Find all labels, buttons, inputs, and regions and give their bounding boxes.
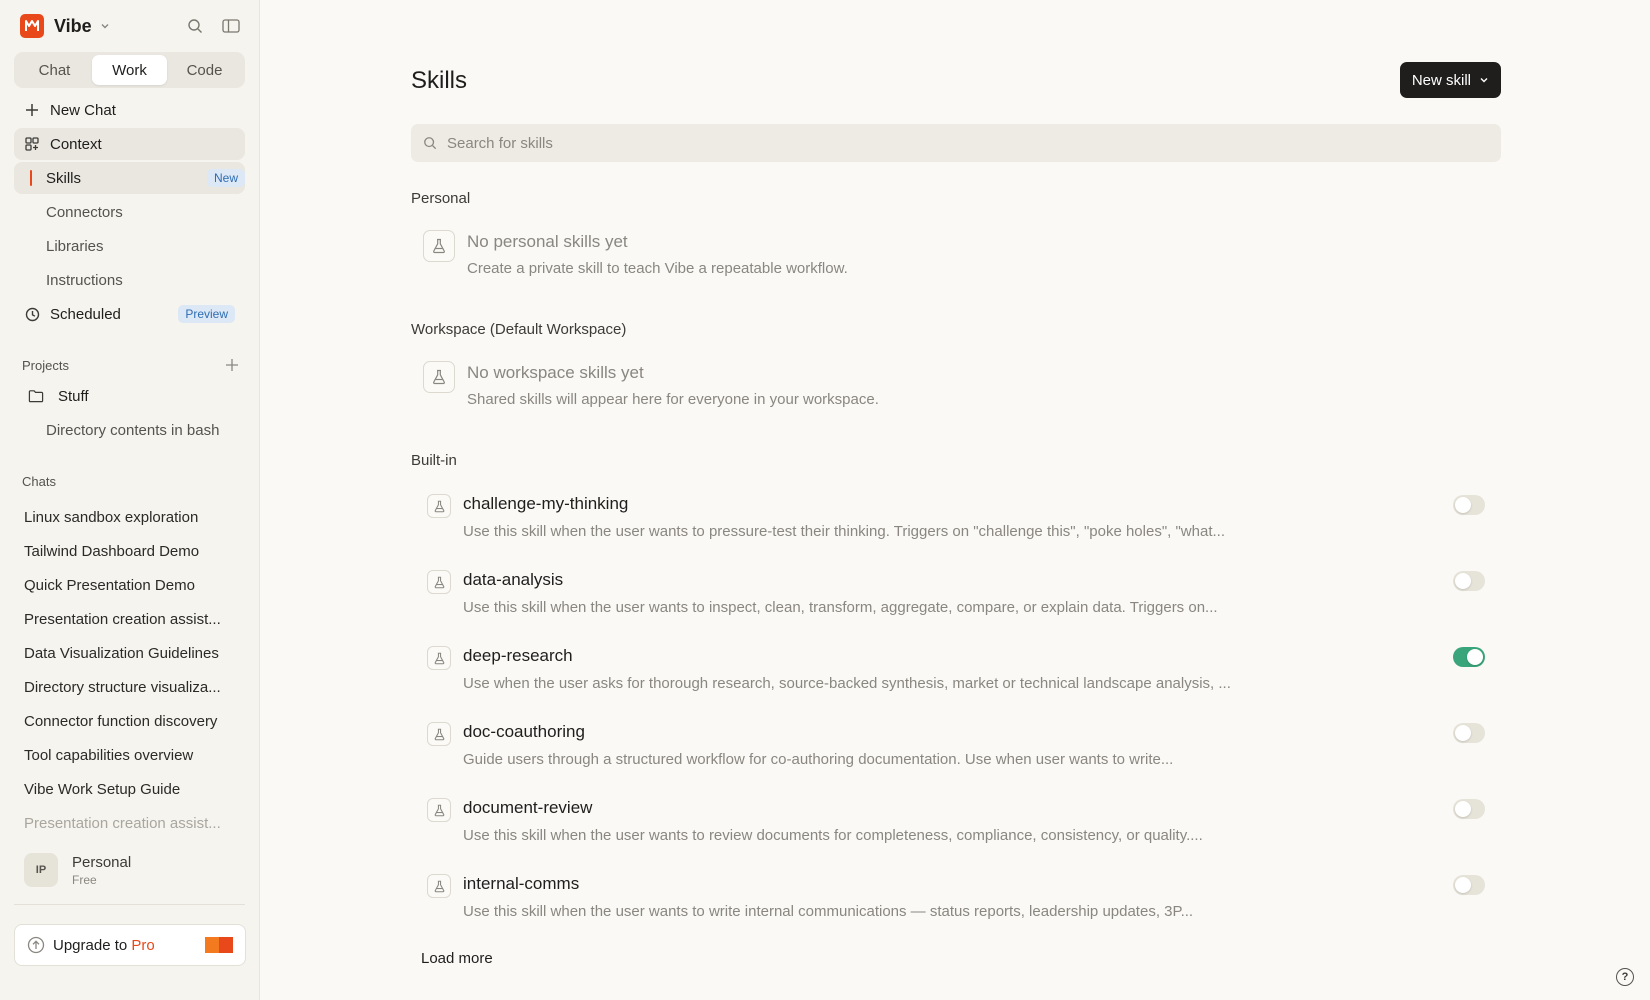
upgrade-button[interactable] (14, 924, 246, 966)
sidebar-item-scheduled[interactable] (14, 298, 245, 330)
page-header (411, 62, 1501, 132)
user-name: Personal (72, 853, 132, 871)
upgrade-prefix: Upgrade to (53, 936, 132, 954)
search-input[interactable] (447, 135, 1489, 152)
chat-item[interactable]: Linux sandbox exploration (24, 508, 199, 526)
project-sub-item[interactable]: Directory contents in bash (46, 421, 220, 439)
sidebar-divider (14, 904, 245, 905)
projects-header (14, 352, 245, 378)
skill-name: doc-coauthoring (463, 722, 585, 741)
search-icon (423, 136, 437, 150)
workspace-empty-title: No workspace skills yet (467, 363, 644, 382)
skill-row[interactable] (411, 566, 1501, 642)
skill-toggle[interactable] (1453, 799, 1485, 819)
upgrade-label (53, 937, 155, 954)
skill-description: Use when the user asks for thorough research, source-backed synthesis, market or technical landscape analysis, ... (463, 675, 1231, 692)
user-menu[interactable] (24, 853, 131, 887)
flask-icon (427, 722, 451, 746)
skill-toggle[interactable] (1453, 571, 1485, 591)
project-item-stuff[interactable] (14, 380, 245, 412)
clock-icon (24, 307, 40, 322)
tab-chat[interactable]: Chat (38, 61, 71, 79)
context-label: Context (50, 135, 102, 153)
builtin-skill-list (411, 490, 1501, 946)
scheduled-label: Scheduled (50, 305, 121, 323)
sidebar-item-instructions[interactable]: Instructions (46, 271, 123, 289)
sidebar-item-connectors[interactable]: Connectors (46, 203, 123, 221)
chats-section (14, 468, 245, 840)
skill-row[interactable] (411, 490, 1501, 566)
page-title: Skills (411, 67, 468, 94)
avatar: IP (24, 853, 58, 887)
flask-icon (427, 646, 451, 670)
flask-icon (427, 798, 451, 822)
flask-icon (423, 361, 455, 393)
personal-empty-desc: Create a private skill to teach Vibe a repeatable workflow. (467, 260, 848, 277)
skill-description: Use this skill when the user wants to review documents for completeness, compliance, consistency, or quality.... (463, 827, 1203, 844)
personal-section-label: Personal (411, 190, 471, 207)
flask-icon (423, 230, 455, 262)
chat-item[interactable]: Vibe Work Setup Guide (24, 780, 181, 798)
upgrade-pro-text: Pro (131, 936, 155, 954)
brand-row (14, 0, 245, 52)
folder-icon (28, 389, 44, 403)
builtin-section-label: Built-in (411, 452, 457, 469)
plus-icon (24, 103, 40, 117)
skill-toggle[interactable] (1453, 723, 1485, 743)
skill-name: data-analysis (463, 570, 564, 589)
skill-row[interactable] (411, 870, 1501, 946)
skill-description: Use this skill when the user wants to inspect, clean, transform, aggregate, compare, or explain data. Triggers on... (463, 599, 1218, 616)
help-icon[interactable]: ? (1616, 968, 1634, 986)
load-more-button[interactable]: Load more (421, 950, 493, 967)
chevron-down-icon (1479, 75, 1489, 85)
flask-icon (427, 874, 451, 898)
projects-section (14, 352, 245, 446)
skill-row[interactable] (411, 642, 1501, 718)
chat-item[interactable]: Tailwind Dashboard Demo (24, 542, 200, 560)
new-chat-label: New Chat (50, 101, 116, 119)
chat-item[interactable]: Tool capabilities overview (24, 746, 194, 764)
chat-item[interactable]: Connector function discovery (24, 712, 218, 730)
chevron-down-icon[interactable] (100, 21, 110, 31)
workspace-empty-desc: Shared skills will appear here for everyone in your workspace. (467, 391, 879, 408)
search-bar (411, 124, 1501, 162)
skill-toggle[interactable] (1453, 647, 1485, 667)
sidebar-item-libraries[interactable]: Libraries (46, 237, 104, 255)
preview-badge: Preview (178, 305, 235, 323)
main-content (260, 0, 1650, 1000)
skill-row[interactable] (411, 794, 1501, 870)
new-skill-label: New skill (1411, 71, 1471, 89)
add-project-icon[interactable] (225, 358, 239, 372)
flask-icon (427, 494, 451, 518)
workspace-empty-state (411, 363, 1501, 408)
new-skill-button[interactable] (1400, 62, 1501, 98)
vibe-logo-icon (20, 14, 44, 38)
primary-nav (14, 94, 245, 330)
skill-row[interactable] (411, 718, 1501, 794)
chats-header: Chats (22, 473, 56, 489)
skill-name: document-review (463, 798, 593, 817)
workspace-section-label: Workspace (Default Workspace) (411, 321, 627, 338)
skill-description: Use this skill when the user wants to pressure-test their thinking. Triggers on "challenge this", "poke holes", "what... (463, 523, 1225, 540)
new-badge: New (207, 169, 245, 187)
skill-name: deep-research (463, 646, 573, 665)
skill-description: Use this skill when the user wants to write internal communications — status reports, leadership updates, 3P... (463, 903, 1194, 920)
workspace-name[interactable]: Vibe (54, 15, 92, 36)
pro-swatch-icon (205, 937, 233, 953)
search-icon[interactable] (185, 16, 205, 36)
projects-label: Projects (22, 357, 69, 373)
grid-icon (24, 137, 40, 151)
skill-name: internal-comms (463, 874, 580, 893)
skills-label: Skills (46, 169, 82, 187)
new-chat-button[interactable] (14, 94, 245, 126)
chat-item[interactable]: Data Visualization Guidelines (24, 644, 219, 662)
sidebar-toggle-icon[interactable] (221, 16, 241, 36)
chat-item[interactable]: Presentation creation assist... (24, 814, 221, 832)
sidebar (0, 0, 260, 1000)
sidebar-item-skills[interactable] (14, 162, 245, 194)
chat-item[interactable]: Quick Presentation Demo (24, 576, 195, 594)
arrow-up-circle-icon (27, 936, 45, 954)
sidebar-item-context[interactable] (14, 128, 245, 160)
tab-work[interactable]: Work (92, 55, 167, 85)
chat-item[interactable]: Directory structure visualiza... (24, 678, 221, 696)
personal-empty-state (411, 232, 1501, 277)
skill-description: Guide users through a structured workflow for co-authoring documentation. Use when user wants to write... (463, 751, 1174, 768)
user-plan: Free (72, 872, 97, 887)
tab-code[interactable]: Code (186, 61, 223, 79)
flask-icon (427, 570, 451, 594)
skill-toggle[interactable] (1453, 495, 1485, 515)
skill-name: challenge-my-thinking (463, 494, 629, 513)
personal-empty-title: No personal skills yet (467, 232, 628, 251)
skill-toggle[interactable] (1453, 875, 1485, 895)
mode-tabs (14, 52, 245, 88)
project-label: Stuff (58, 387, 89, 405)
chat-item[interactable]: Presentation creation assist... (24, 610, 221, 628)
